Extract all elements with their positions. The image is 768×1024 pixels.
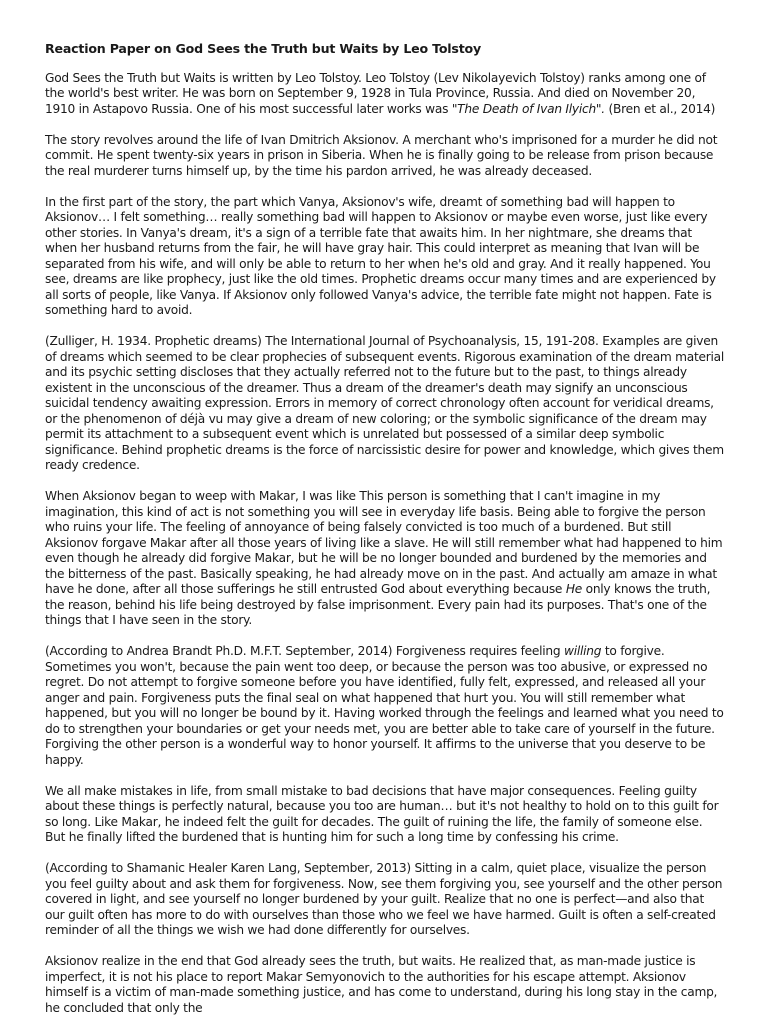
paragraph-prophetic-dreams-citation: (Zulliger, H. 1934. Prophetic dreams) The International Journal of Psychoanalysis, 15, 191-208. Examples are given of dreams which seemed to be clear prophecies of subsequent events. Rigorous examination of the dream material and its psychic setting discloses that they actually referred not to the future but to the past, to things already existent in the unconscious of the dreamer. Thus a dream of the dreamer's death may signify an unconscious suicidal tendency awaiting expression. Errors in memory of correct chronology often account for veridical dreams, or the phenomenon of déjà vu may give a dream of new coloring; or the symbolic significance of the dream may permit its attachment to a subsequent event which is unrelated but possessed of a similar deep symbolic significance. Behind prophetic dreams is the force of narcissistic desire for power and knowledge, which gives them ready credence. xyxy=(45,334,725,472)
paragraph-conclusion: Aksionov realize in the end that God already sees the truth, but waits. He realized that, as man-made justice is imperfect, it is not his place to report Makar Semyonovich to the authorities for his escape attempt. Aksionov himself is a victim of man-made something justice, and has come to understand, during his long stay in the camp, he concluded that only the xyxy=(45,954,718,1015)
paragraph-story-summary: The story revolves around the life of Ivan Dmitrich Aksionov. A merchant who's imprisoned for a murder he did not commit. He spent twenty-six years in prison in Siberia. When he is finally going to be release from prison because the real murderer turns himself up, by the time his pardon arrived, he was already deceased. xyxy=(45,132,718,178)
work-title-italic: "The Death of Ivan Ilyich". xyxy=(451,101,605,116)
he-italic: He xyxy=(565,582,582,596)
paragraph-intro-citation: (Bren et al., 2014) xyxy=(604,101,716,116)
paragraph-vanya-dream: In the first part of the story, the part which Vanya, Aksionov's wife, dreamt of something bad will happen to Aksionov… I felt something… really something bad will happen to Aksionov or maybe even worse, just like every other stories. In Vanya's dream, it's a sign of a terrible fate that awaits him. In her nightmare, she dreams that when her husband returns from the fair, he will have gray hair. This could interpret as meaning that Ivan will be separated from his wife, and will only be able to return to her when he's old and gray. And it really happened. You see, dreams are like prophecy, just like the old times. Prophetic dreams occur many times and are experienced by all sorts of people, like Vanya. If Aksionov only followed Vanya's advice, the terrible fate might not happen. Fate is something hard to avoid. xyxy=(45,194,716,317)
willing-italic: willing xyxy=(563,644,602,658)
document-body xyxy=(45,41,725,1024)
paragraph-forgiveness-text: When Aksionov began to weep with Makar, I was like This person is something that I can't imagine in my imagination, this kind of act is not something you will see in everyday life basis. Being able to forgive the person who ruins your life. The feeling of annoyance of being falsely convicted is too much of a burdened. But still Aksionov forgave Makar after all those years of living like a slave. He will still remember what had happened to him even though he already did forgive Makar, but he will be no longer bounded and burdened by the memories and the bitterness of the past. Basically speaking, he had already move on in the past. And actually am amaze in what have he done, after all those sufferings he still entrusted God about everything because xyxy=(45,489,723,596)
document-title: Reaction Paper on God Sees the Truth but Waits by Leo Tolstoy xyxy=(45,41,481,56)
paragraph-forgiveness-reaction xyxy=(45,489,725,629)
paragraph-intro-text: God Sees the Truth but Waits is written by Leo Tolstoy. Leo Tolstoy (Lev Nikolayevich Tolstoy) ranks among one of the world's best writer. He was born on September 9, 1928 in Tula Province, Russia. And died on November 20, 1910 in Astapovo Russia. One of his most successful later works was xyxy=(45,70,706,116)
paragraph-guilt: We all make mistakes in life, from small mistake to bad decisions that have major consequences. Feeling guilty about these things is perfectly natural, because you too are human… but it's not healthy to hold on to this guilt for so long. Like Makar, he indeed felt the guilt for decades. The guilt of ruining the life, the family of someone else. But he finally lifted the burdened that is hunting him for such a long time by confessing his crime. xyxy=(45,783,719,844)
paragraph-brandt-text: (According to Andrea Brandt Ph.D. M.F.T. September, 2014) Forgiveness requires feeling xyxy=(45,644,564,658)
paragraph-lang-citation: (According to Shamanic Healer Karen Lang, September, 2013) Sitting in a calm, quiet place, visualize the person you feel guilty about and ask them for forgiveness. Now, see them forgiving you, see yourself and the other person covered in light, and see yourself no longer burdened by your guilt. Realize that no one is perfect—and also that our guilt often has more to do with ourselves than those who we feel we have harmed. Guilt is often a self-created reminder of all the things we wish we had done differently for ourselves. xyxy=(45,861,723,937)
paragraph-intro xyxy=(45,71,725,118)
paragraph-forgiveness-text-end: only knows the truth, the reason, behind his life being destroyed by false imprisonment. Every pain had its purposes. That's one of the things that I have seen in the story. xyxy=(45,582,711,627)
paragraph-brandt-citation xyxy=(45,644,725,768)
paragraph-brandt-text-end: to forgive. Sometimes you won't, because the pain went too deep, or because the person was too abusive, or expressed no regret. Do not attempt to forgive someone before you have identified, fully felt, expressed, and released all your anger and pain. Forgiveness puts the final seal on what happened that hurt you. You will still remember what happened, but you will no longer be bound by it. Having worked through the feelings and learned what you need to do to strengthen your boundaries or get your needs met, you are better able to take care of yourself in the future. Forgiving the other person is a wonderful way to honor yourself. It affirms to the universe that you deserve to be happy. xyxy=(45,644,724,767)
